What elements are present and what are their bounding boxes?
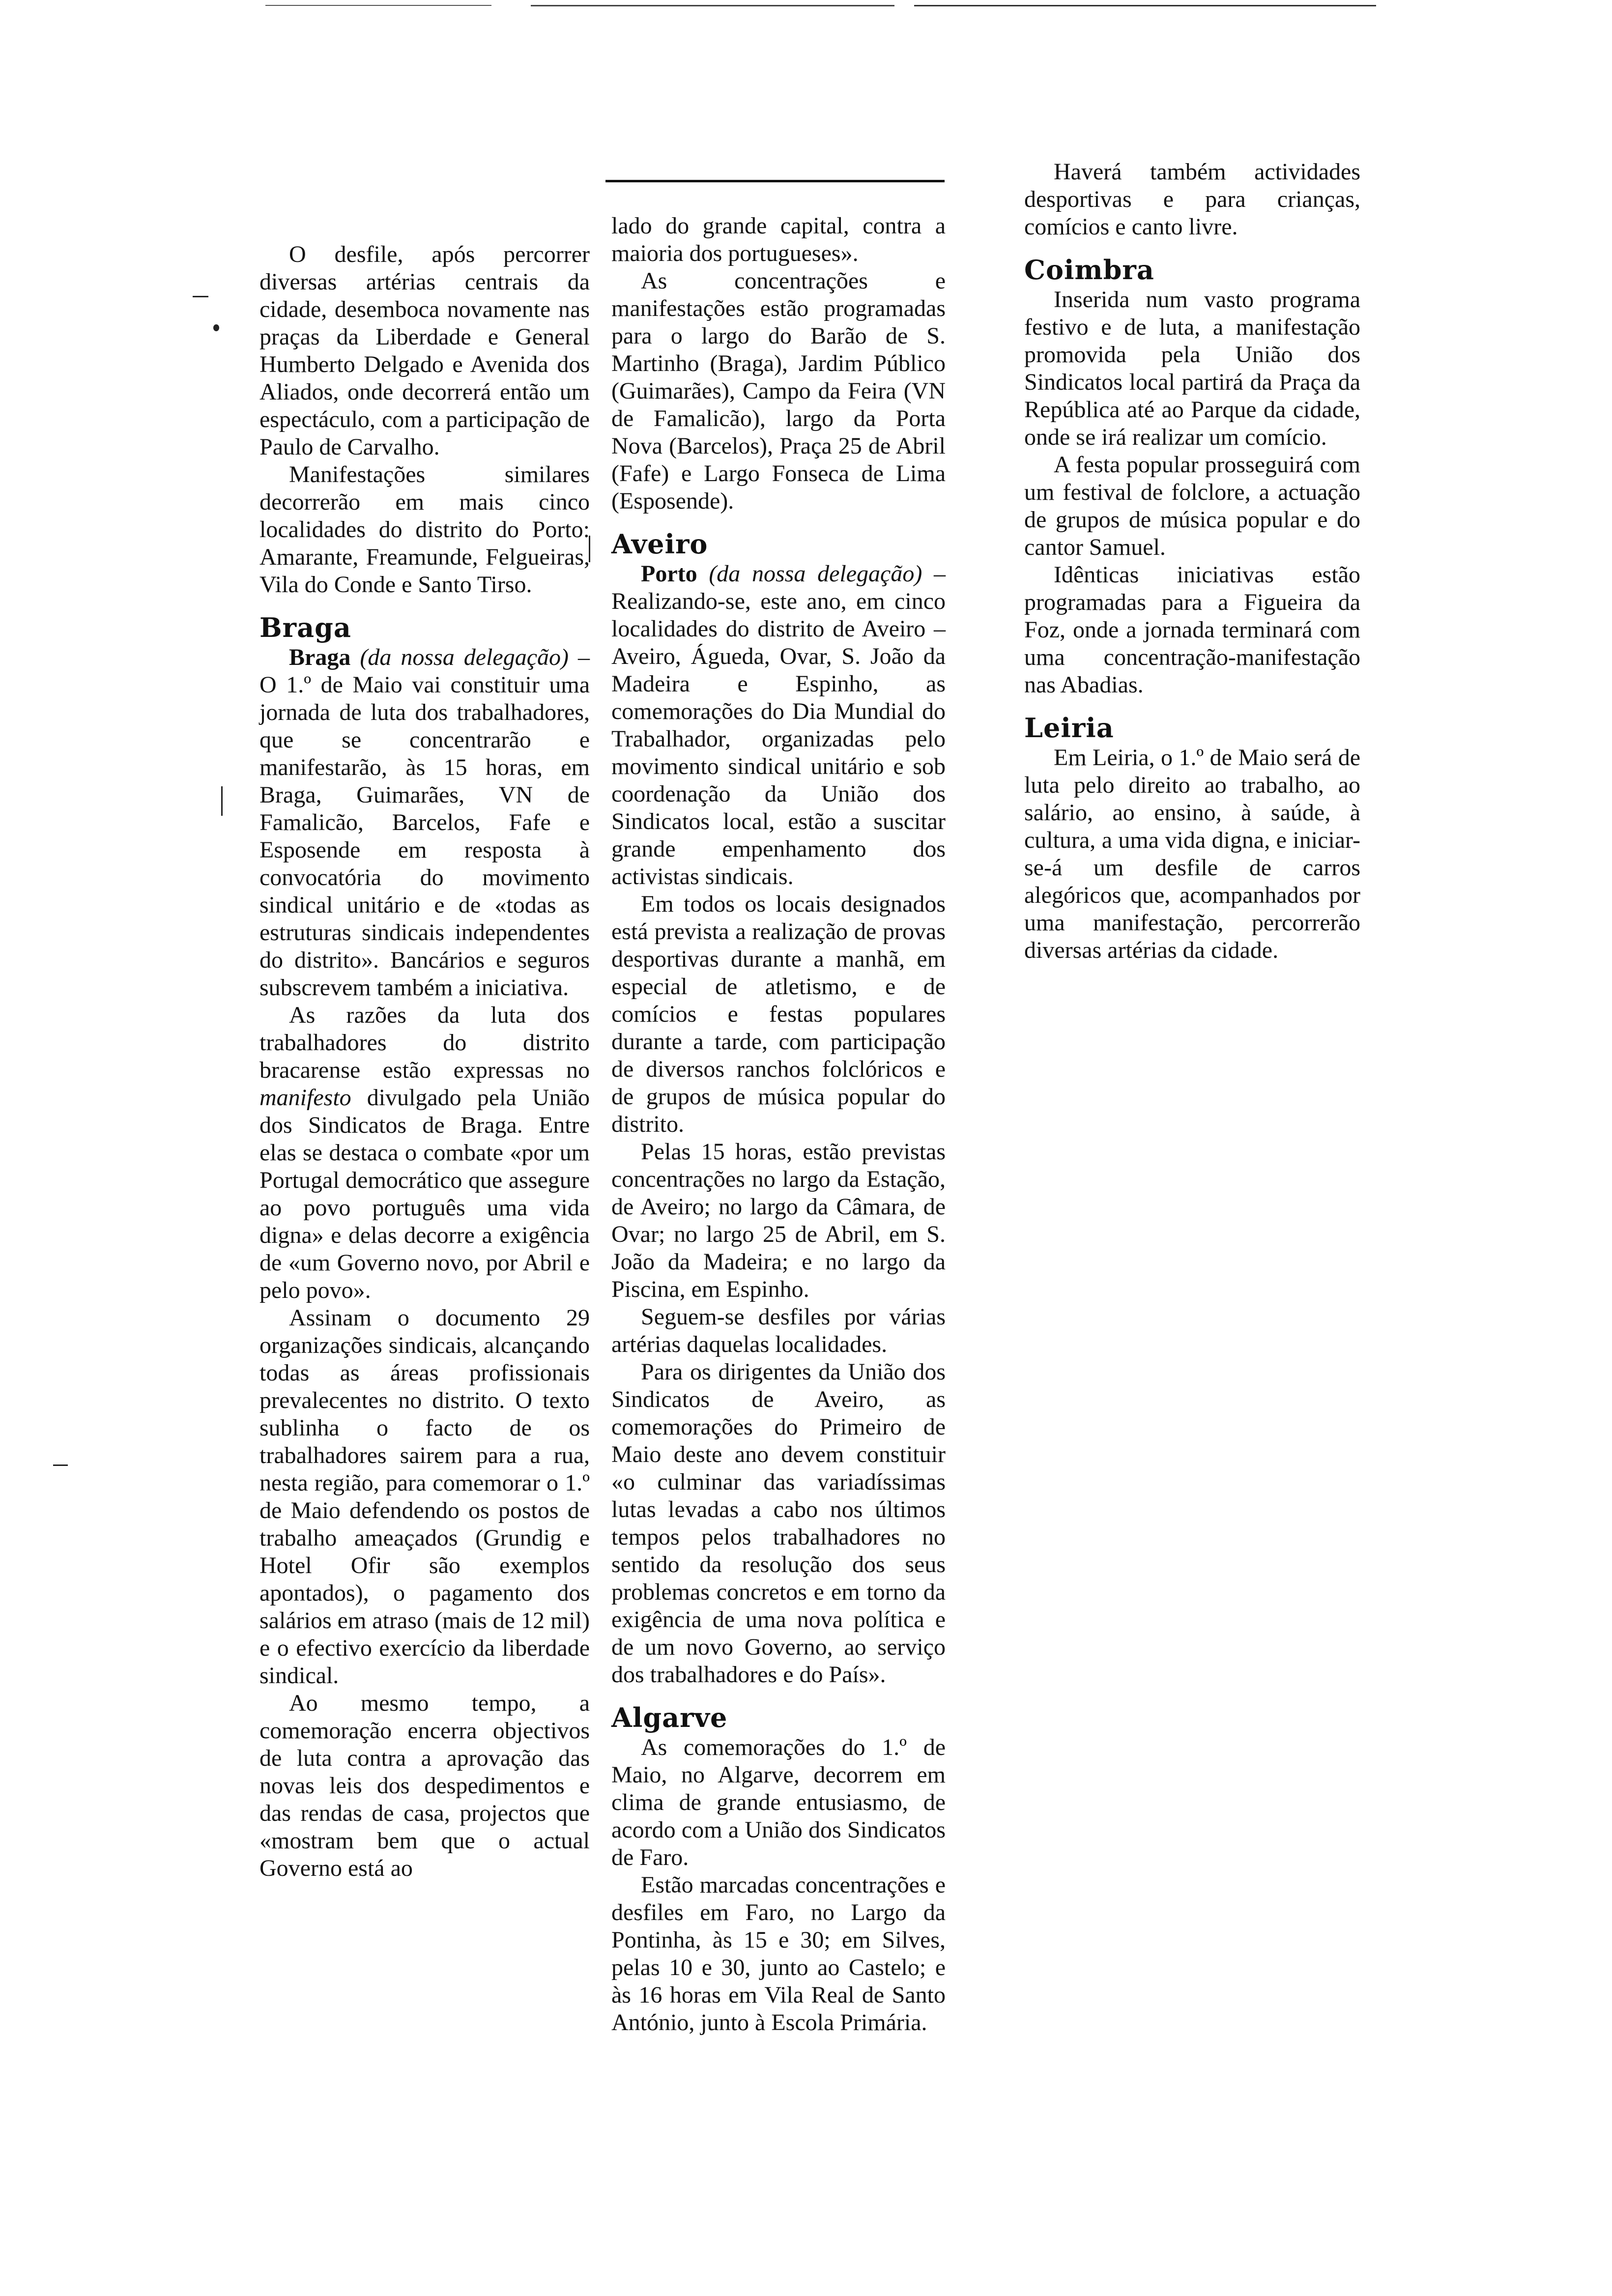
- paragraph-text: divulgado pela União dos Sindicatos de Braga. Entre elas se destaca o combate «por um Portugal democrático que assegure ao povo português uma vida digna» e delas decorre a exigência de «um Governo novo, por Abril e pelo povo».: [259, 1085, 590, 1303]
- scan-mark: [193, 296, 208, 297]
- section-heading: Aveiro: [611, 528, 708, 560]
- byline-paragraph: [611, 560, 946, 890]
- article-paragraph: Assinam o documento 29 organizações sindicais, alcançando todas as áreas profissionais prevalecentes no distrito. O texto sublinha o facto de os trabalhadores sairem para a rua, nesta região, para comemorar o 1.º de Maio defendendo os postos de trabalho ameaçados (Grundig e Hotel Ofir são exemplos apontados), o pagamento dos salários em atraso (mais de 12 mil) e o efectivo exercício da liberdade sindical.: [259, 1305, 590, 1689]
- section-heading: Leiria: [1024, 712, 1114, 744]
- article-paragraph: lado do grande capital, contra a maioria dos portugueses».: [611, 213, 946, 266]
- scan-edge-line: [531, 5, 894, 6]
- article-paragraph: As comemorações do 1.º de Maio, no Algarve, decorrem em clima de grande entusiasmo, de acordo com a União dos Sindicatos de Faro.: [611, 1734, 946, 1870]
- byline-place: Porto: [641, 561, 697, 587]
- article-paragraph: Manifestações similares decorrerão em mais cinco localidades do distrito do Porto: Amarante, Freamunde, Felgueiras, Vila do Conde e Santo Tirso.: [259, 461, 590, 598]
- scan-mark: [221, 786, 223, 816]
- section-gap: [259, 599, 590, 611]
- scan-edge-line: [914, 5, 1376, 6]
- article-paragraph: Pelas 15 horas, estão previstas concentrações no largo da Estação, de Aveiro; no largo da Câmara, de Ovar; no largo 25 de Abril, em S. João da Madeira; e no largo da Piscina, em Espinho.: [611, 1139, 946, 1302]
- article-paragraph: Idênticas iniciativas estão programadas para a Figueira da Foz, onde a jornada terminará com uma concentração-manifestação nas Abadias.: [1024, 562, 1360, 698]
- article-paragraph: Estão marcadas concentrações e desfiles em Faro, no Largo da Pontinha, às 15 e 30; em Silves, pelas 10 e 30, junto ao Castelo; e às 16 horas em Vila Real de Santo António, junto à Escola Primária.: [611, 1872, 946, 2036]
- section-heading: Algarve: [611, 1702, 728, 1733]
- scan-mark: [213, 324, 219, 331]
- section-heading: Coimbra: [1024, 254, 1154, 286]
- column-rule: [605, 180, 945, 182]
- paragraph-text: – Realizando-se, este ano, em cinco localidades do distrito de Aveiro – Aveiro, Águeda, Ovar, S. João da Madeira e Espinho, as comemorações do Dia Mundial do Trabalhador, organizadas pelo movimento sindical unitário e sob coordenação da União dos Sindicatos local, estão a suscitar grande empenhamento dos activistas sindicais.: [611, 561, 946, 890]
- byline-paragraph: [259, 644, 590, 1002]
- article-column-1: [259, 241, 590, 1882]
- article-paragraph: Em Leiria, o 1.º de Maio será de luta pelo direito ao trabalho, ao salário, ao ensino, à saúde, à cultura, a uma vida digna, e iniciar-se-á um desfile de carros alegóricos que, acompanhados por uma manifestação, percorrerão diversas artérias da cidade.: [1024, 745, 1360, 963]
- article-paragraph: A festa popular prosseguirá com um festival de folclore, a actuação de grupos de música popular e do cantor Samuel.: [1024, 452, 1360, 560]
- article-paragraph: Ao mesmo tempo, a comemoração encerra objectivos de luta contra a aprovação das novas leis dos despedimentos e das rendas de casa, projectos que «mostram bem que o actual Governo está ao: [259, 1690, 590, 1881]
- section-gap: [1024, 241, 1360, 254]
- article-paragraph: O desfile, após percorrer diversas artérias centrais da cidade, desemboca novamente nas praças da Liberdade e General Humberto Delgado e Avenida dos Aliados, onde decorrerá então um espectáculo, com a participação de Paulo de Carvalho.: [259, 241, 590, 460]
- article-paragraph: Para os dirigentes da União dos Sindicatos de Aveiro, as comemorações do Primeiro de Maio deste ano devem constituir «o culminar das variadíssimas lutas levadas a cabo nos últimos tempos pelos trabalhadores no sentido da resolução dos seus problemas concretos e em torno da exigência de uma nova política e de um novo Governo, ao serviço dos trabalhadores e do País».: [611, 1359, 946, 1688]
- scan-mark: [53, 1464, 68, 1466]
- section-heading: Braga: [259, 612, 351, 643]
- section-gap: [611, 515, 946, 528]
- byline-note: (da nossa delegação): [360, 644, 569, 670]
- byline-note: (da nossa delegação): [709, 561, 922, 587]
- italic-text: manifesto: [259, 1085, 351, 1111]
- article-paragraph: Inserida num vasto programa festivo e de luta, a manifestação promovida pela União dos Sindicatos local partirá da Praça da República até ao Parque da cidade, onde se irá realizar um comício.: [1024, 287, 1360, 450]
- paragraph-text: – O 1.º de Maio vai constituir uma jornada de luta dos trabalhadores, que se concentrarão e manifestarão, às 15 horas, em Braga, Guimarães, VN de Famalicão, Barcelos, Fafe e Esposende em resposta à convocatória do movimento sindical unitário e de «todas as estruturas sindicais independentes do distrito». Bancários e seguros subscrevem também a iniciativa.: [259, 644, 590, 1001]
- scan-edge-line: [265, 5, 491, 6]
- byline-place: Braga: [289, 644, 351, 670]
- article-column-2: [611, 212, 946, 2037]
- section-gap: [1024, 699, 1360, 712]
- article-paragraph: Haverá também actividades desportivas e para crianças, comícios e canto livre.: [1024, 159, 1360, 240]
- article-paragraph: [259, 1002, 590, 1304]
- article-paragraph: As concentrações e manifestações estão programadas para o largo do Barão de S. Martinho (Braga), Jardim Público (Guimarães), Campo da Feira (VN de Famalicão), largo da Porta Nova (Barcelos), Praça 25 de Abril (Fafe) e Largo Fonseca de Lima (Esposende).: [611, 268, 946, 514]
- section-gap: [611, 1689, 946, 1701]
- article-column-3: [1024, 158, 1360, 964]
- paragraph-text: As razões da luta dos trabalhadores do distrito bracarense estão expressas no: [259, 1002, 590, 1083]
- article-paragraph: Seguem-se desfiles por várias artérias daquelas localidades.: [611, 1304, 946, 1357]
- article-paragraph: Em todos os locais designados está prevista a realização de provas desportivas durante a manhã, em especial de atletismo, e de comícios e festas populares durante a tarde, com participação de diversos ranchos folclóricos e de grupos de música popular do distrito.: [611, 891, 946, 1137]
